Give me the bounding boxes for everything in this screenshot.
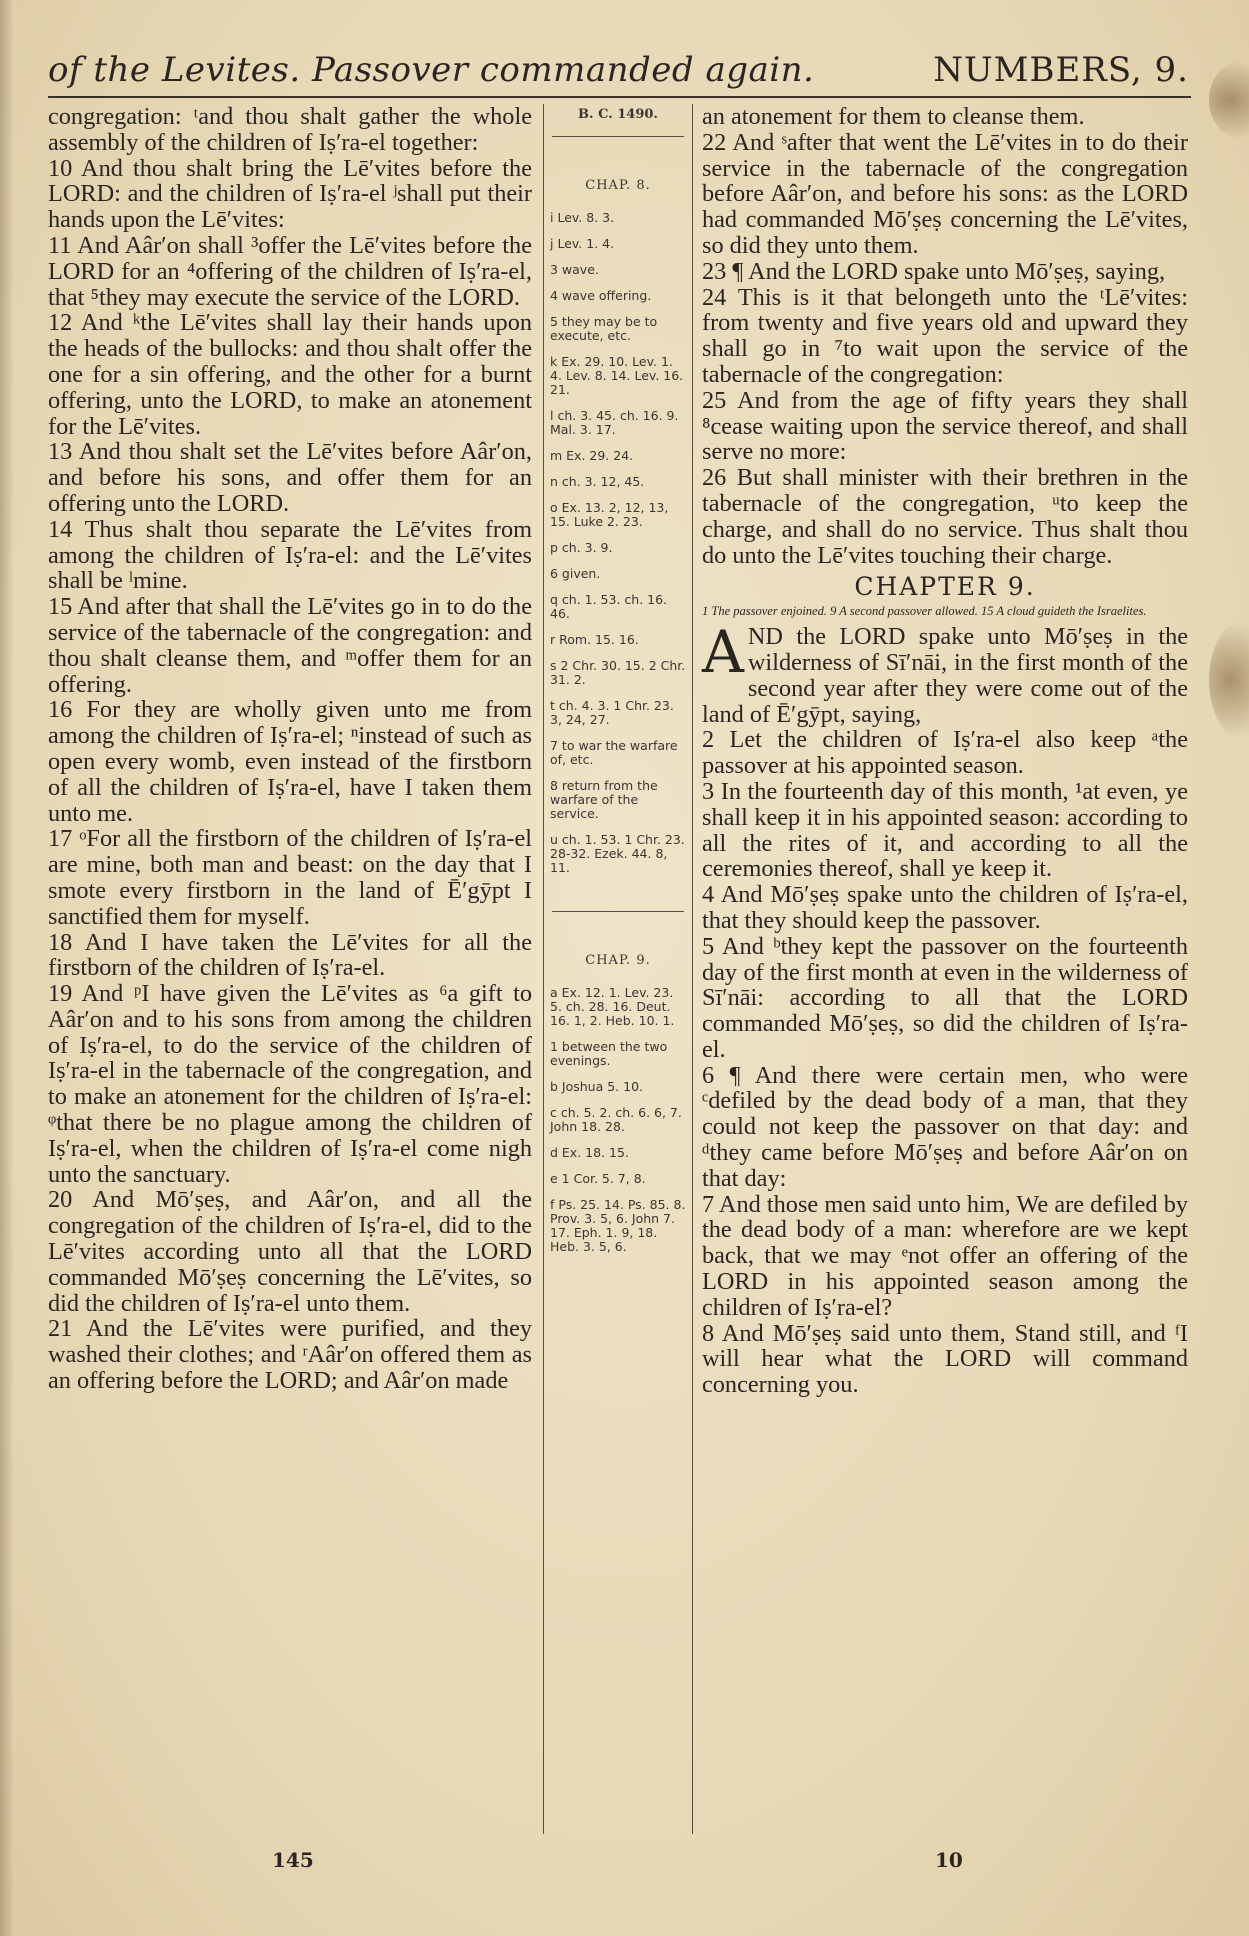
verse-paragraph: 2 Let the children of Iṣ′ra-el also keep ᵃthe passover at his appointed season. xyxy=(702,726,1188,780)
cross-reference: s 2 Chr. 30. 15. 2 Chr. 31. 2. xyxy=(550,658,686,687)
cross-reference: 8 return from the warfare of the service. xyxy=(550,778,658,821)
verse-paragraph: 12 And ᵏthe Lē′vites shall lay their hands upon the heads of the bullocks: and thou shalt offer the one for a sin offering, and the other for a burnt offering, unto the LORD, to make an atonement for the Lē′vites. xyxy=(48,309,532,440)
reference-rule xyxy=(552,136,684,137)
verse-paragraph: 17 ᵒFor all the firstborn of the children of Iṣ′ra-el are mine, both man and beast: on the day that I smote every firstborn in the land of Ē′gȳpt I sanctified them for myself. xyxy=(48,825,532,930)
cross-reference: d Ex. 18. 15. xyxy=(550,1145,629,1160)
verse-paragraph: 26 But shall minister with their brethren in the tabernacle of the congregation, ᵘto keep the charge, and shall do no service. Thus shalt thou do unto the Lē′vites touching their charge. xyxy=(702,464,1188,569)
cross-reference: 7 to war the warfare of, etc. xyxy=(550,738,678,767)
column-divider xyxy=(543,104,544,1834)
cross-reference: 3 wave. xyxy=(550,262,599,277)
verse-paragraph: 19 And ᵖI have given the Lē′vites as ⁶a gift to Aâr′on and to his sons from among the children of Iṣ′ra-el, to do the service of the children of Iṣ′ra-el in the tabernacle of the congregation, and to make an atonement for the children of Iṣ′ra-el: ᵠthat there be no plague among the children of Iṣ′ra-el, when the children of Iṣ′ra-el come nigh unto the sanctuary. xyxy=(48,980,532,1188)
verse-paragraph: congregation: ᵗand thou shalt gather the whole assembly of the children of Iṣ′ra-el together: xyxy=(48,103,532,156)
cross-reference-column xyxy=(548,108,688,1266)
verse-paragraph: 11 And Aâr′on shall ³offer the Lē′vites before the LORD for an ⁴offering of the children of Iṣ′ra-el, that ⁵they may execute the service of the LORD. xyxy=(48,231,532,311)
cross-reference: p ch. 3. 9. xyxy=(550,540,613,555)
header-title: of the Levites. Passover commanded again. xyxy=(48,50,815,90)
cross-reference: q ch. 1. 53. ch. 16. 46. xyxy=(550,592,668,621)
verse-paragraph: 23 ¶ And the LORD spake unto Mō′ṣeṣ, saying, xyxy=(702,257,1166,285)
page-number-right: 10 xyxy=(935,1848,963,1872)
verse-paragraph: 18 And I have taken the Lē′vites for all the firstborn of the children of Iṣ′ra-el. xyxy=(48,928,532,982)
verse-paragraph: an atonement for them to cleanse them. xyxy=(702,103,1085,130)
verse-paragraph: 22 And ˢafter that went the Lē′vites in to do their service in the tabernacle of the congregation before Aâr′on, and before his sons: as the LORD had commanded Mō′ṣeṣ concerning the Lē′vites, so did they unto them. xyxy=(702,128,1188,259)
right-text-column xyxy=(702,104,1188,1398)
verse-paragraph: 10 And thou shalt bring the Lē′vites before the LORD: and the children of Iṣ′ra-el ʲshall put their hands upon the Lē′vites: xyxy=(48,154,532,234)
header-rule xyxy=(48,96,1191,98)
verse-paragraph: 20 And Mō′ṣeṣ, and Aâr′on, and all the congregation of the children of Iṣ′ra-el, did to the Lē′vites according unto all that the LORD commanded Mō′ṣeṣ concerning the Lē′vites, so did the children of Iṣ′ra-el unto them. xyxy=(48,1186,532,1317)
verse-paragraph: 16 For they are wholly given unto me from among the children of Iṣ′ra-el; ⁿinstead of such as open every womb, even instead of the firstborn of all the children of Iṣ′ra-el, have I taken them unto me. xyxy=(48,696,532,827)
header-book-chapter: NUMBERS, 9. xyxy=(933,50,1189,90)
cross-reference: 1 between the two evenings. xyxy=(550,1039,668,1068)
verse-paragraph: 24 This is it that belongeth unto the ᵗLē′vites: from twenty and five years old and upward they shall go in ⁷to wait upon the service of the tabernacle of the congregation: xyxy=(702,283,1188,388)
cross-reference: u ch. 1. 53. 1 Chr. 23. 28-32. Ezek. 44. 8, 11. xyxy=(550,832,685,875)
verse-paragraph: 14 Thus shalt thou separate the Lē′vites from among the children of Iṣ′ra-el: and the Lē′vites shall be ˡmine. xyxy=(48,515,532,595)
cross-reference: t ch. 4. 3. 1 Chr. 23. 3, 24, 27. xyxy=(550,698,674,727)
cross-reference: i Lev. 8. 3. xyxy=(550,210,615,225)
chapter-summary: 1 The passover enjoined. 9 A second passover allowed. 15 A cloud guideth the Israelites. xyxy=(702,604,1147,619)
chapter-heading: CHAPTER 9. xyxy=(854,572,1036,602)
verse-paragraph: 7 And those men said unto him, We are defiled by the dead body of a man: wherefore are we kept back, that we may ᵉnot offer an offering of the LORD in his appointed season among the children of Iṣ′ra-el? xyxy=(702,1190,1188,1321)
cross-reference: a Ex. 12. 1. Lev. 23. 5. ch. 28. 16. Deut. 16. 1, 2. Heb. 10. 1. xyxy=(550,985,675,1028)
cross-reference: f Ps. 25. 14. Ps. 85. 8. Prov. 3. 5, 6. John 7. 17. Eph. 1. 9, 18. Heb. 3. 5, 6. xyxy=(550,1197,686,1254)
cross-reference: l ch. 3. 45. ch. 16. 9. Mal. 3. 17. xyxy=(550,408,679,437)
page-number-left: 145 xyxy=(272,1848,314,1872)
era-date: B. C. 1490. xyxy=(578,107,658,122)
cross-reference: e 1 Cor. 5. 7, 8. xyxy=(550,1171,646,1186)
first-verse-text: ND the LORD spake unto Mō′ṣeṣ in the wilderness of Sī′nāi, in the first month of the second year after they were come out of the land of Ē′gȳpt, saying, xyxy=(702,623,1188,728)
verse-paragraph: 5 And ᵇthey kept the passover on the fourteenth day of the first month at even in the wilderness of Sī′nāi: according to all that the LORD commanded Mō′ṣeṣ, so did the children of Iṣ′ra-el. xyxy=(702,932,1188,1063)
running-header xyxy=(48,50,1189,98)
verse-paragraph: 13 And thou shalt set the Lē′vites before Aâr′on, and before his sons, and offer them for an offering unto the LORD. xyxy=(48,438,532,517)
cross-reference: j Lev. 1. 4. xyxy=(550,236,615,251)
verse-paragraph: 4 And Mō′ṣeṣ spake unto the children of Iṣ′ra-el, that they should keep the passover. xyxy=(702,881,1188,934)
cross-reference: c ch. 5. 2. ch. 6. 6, 7. John 18. 28. xyxy=(550,1105,682,1134)
cross-reference: b Joshua 5. 10. xyxy=(550,1079,644,1094)
page-stain xyxy=(1209,60,1249,140)
column-divider xyxy=(692,104,693,1834)
left-text-column xyxy=(48,104,532,1394)
chapter-9-ref-label: CHAP. 9. xyxy=(585,953,651,968)
first-verse xyxy=(702,618,1188,728)
page-edge-shadow xyxy=(0,0,14,1936)
cross-reference: k Ex. 29. 10. Lev. 1. 4. Lev. 8. 14. Lev. 16. 21. xyxy=(550,354,684,397)
cross-reference: 5 they may be to execute, etc. xyxy=(550,314,658,343)
cross-reference: m Ex. 29. 24. xyxy=(550,448,634,463)
verse-paragraph: 6 ¶ And there were certain men, who were ᶜdefiled by the dead body of a man, that they could not keep the passover on that day: and ᵈthey came before Mō′ṣeṣ and before Aâr′on on that day: xyxy=(702,1061,1188,1192)
chapter-8-ref-label: CHAP. 8. xyxy=(585,178,651,193)
verse-paragraph: 3 In the fourteenth day of this month, ¹at even, ye shall keep it in his appointed season: according to all the rites of it, and according to all the ceremonies thereof, shall ye keep it. xyxy=(702,777,1188,883)
page-stain xyxy=(1209,620,1249,740)
verse-paragraph: 8 And Mō′ṣeṣ said unto them, Stand still, and ᶠI will hear what the LORD will command concerning you. xyxy=(702,1319,1188,1399)
cross-reference: 6 given. xyxy=(550,566,601,581)
cross-reference: n ch. 3. 12, 45. xyxy=(550,474,645,489)
verse-paragraph: 15 And after that shall the Lē′vites go in to do the service of the tabernacle of the congregation: and thou shalt cleanse them, and ᵐoffer them for an offering. xyxy=(48,593,532,698)
reference-rule xyxy=(552,911,684,912)
cross-reference: 4 wave offering. xyxy=(550,288,652,303)
verse-paragraph: 21 And the Lē′vites were purified, and they washed their clothes; and ʳAâr′on offered them as an offering before the LORD; and Aâr′on made xyxy=(48,1315,532,1395)
cross-reference: r Rom. 15. 16. xyxy=(550,632,639,647)
verse-paragraph: 25 And from the age of fifty years they shall ⁸cease waiting upon the service thereof, and shall serve no more: xyxy=(702,386,1188,466)
drop-cap: A xyxy=(702,618,744,687)
cross-reference: o Ex. 13. 2, 12, 13, 15. Luke 2. 23. xyxy=(550,500,669,529)
